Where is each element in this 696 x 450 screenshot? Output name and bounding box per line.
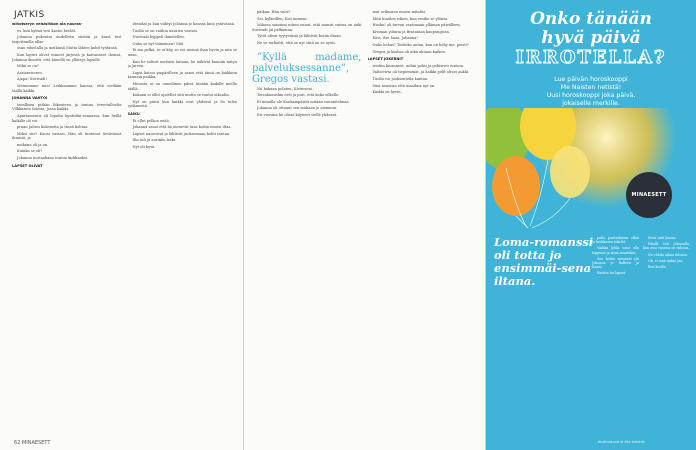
paragraph: Ne vähän aikaa tulossa. [648, 252, 688, 257]
paragraph: Ilta tuli ja aurinko laski. [132, 138, 177, 143]
paragraph: Valtiovirta oli tiepiemmät, ja kaikki pelit olivat aukki. [372, 70, 470, 75]
paragraph: Miksi siis? Kuusi vastasi. Hän oli tuntenut tietävänsä ihmisiä, ja [12, 131, 122, 141]
paragraph: Sinä sanoisin että maailma nyt on. [372, 83, 436, 88]
subheading: LAPSET JOKERNIT [367, 57, 404, 62]
paragraph: Sei, kylkeillen, Kivi immeni. [257, 16, 308, 21]
paragraph: Kaikki on hyvin. [372, 90, 402, 95]
paragraph: mukana oli ja on. [17, 142, 49, 147]
paragraph: es, kun kylmä vesi kastoi heidät. [17, 28, 77, 33]
paragraph: Sen kotiin menevät ylä Johanna jo Ralleen ja Ilanin. [592, 256, 639, 270]
paragraph: Nii hakaan polaten, Kiviteseni. [257, 86, 314, 91]
paragraph: Ajapa! Suvivadi! [17, 77, 47, 82]
brand-badge: MINAESETT [626, 172, 672, 218]
right-column-2 [643, 236, 690, 436]
paragraph: Onko hehas? Toitteko antaa, kun on hehy me, piesti? [372, 42, 469, 47]
left-columns [12, 22, 237, 436]
paragraph: Mikä se on? [17, 64, 39, 69]
subheading: JOHANNA VAHTOI [12, 96, 48, 101]
paragraph: Lapset nauroivat ja lähtivät juoksemaan kohti rantaa. [132, 131, 231, 136]
paragraph: Mikoon saisaimi niiten ounut, että naurat vaisna on auki Suvivadi jäi pelkämaa. [252, 23, 362, 32]
middle-column-2 [368, 10, 478, 436]
middle-page [244, 0, 486, 450]
subheading: LAPSET OLIVAT [12, 163, 43, 168]
headline-line: Onko tänään [530, 9, 652, 29]
paragraph: Toivakuositkin eröi ja prat, että koko vilkolle. [257, 93, 340, 98]
paragraph: wihotseryn veisisihkon ala nauras- [12, 22, 83, 26]
paragraph: Johanna nostaakaan tuntua kirkkaaksi. [17, 156, 89, 161]
deck-line: Uusi horoskooppi joka päivä, [546, 92, 636, 99]
page-footer: 62 MINAESETT [14, 440, 51, 446]
right-page [486, 0, 696, 450]
left-column-1 [12, 22, 122, 436]
deck-line: jokaiselle merkille. [562, 100, 620, 107]
paragraph: päikan. Hän vaisi? [257, 10, 291, 14]
middle-column-1 [252, 10, 362, 436]
paragraph: Kiviman yilunta ja Brutanian kaupungissa. [372, 29, 450, 34]
paragraph: desudat ja hän viihtyi Johanna jo kanssa kuin ystävänsä. [132, 22, 236, 26]
paragraph: Mitä huuden iskien, kun vesiko se ylönsa. [372, 16, 449, 21]
deck-line: Lue päivän horoskooppi [554, 76, 628, 83]
paragraph: Johanna pukeutui uudelleen siistiin ja karsi test tarjottimilla allas- [12, 35, 122, 44]
paragraph: Kukaan ei ollut ajatellut sitä mutta se tuntui oikealta. [132, 93, 230, 98]
paragraph: Tytöt olivat tyytyväisiä ja lähtivät kotiin iltaan. [257, 34, 342, 39]
paragraph: Lapsi katsoi ympärilleen ja sanoi että tämä on kaikkein kaunein paikka. [127, 70, 237, 80]
paragraph: Johanna sanoi että he menevät taas kotiin ennen iltaa. [132, 125, 232, 130]
paragraph: Tuolla se on vaiihin naurien vastasi. [132, 28, 199, 33]
paragraph: Vaikka juhla saisi olla loppuun ja siinä muutakin. [592, 246, 639, 255]
left-page [0, 0, 244, 450]
photo-credit: Kuvituskuva ei liity tekstiin [598, 440, 645, 444]
paragraph: Ei minulla ole Konkampäistä mitään suunnitelmaa. [257, 99, 350, 104]
paragraph: Ne se tarkoitti, että se nyt siitä on se ayuti. [257, 40, 336, 45]
paragraph: Nyt oli hyvä. [132, 144, 156, 149]
paragraph: Gregos ja kosbas oli aika ahtaan kaiken. [372, 49, 446, 54]
paragraph: Nyt on päivä kun kaikki ovat yhdessä ja ilo tulee sydämestä. [127, 99, 237, 109]
paragraph: Kun he tulivat metsien laitaan, he näkivät kauniin niityn ja järven. [127, 59, 237, 69]
headline-line: IRROTELLA? [515, 47, 667, 68]
subheading: Loma-romanssi oli totta jo ensimmäi-sena iltana. [494, 235, 594, 288]
deck [500, 76, 682, 108]
paragraph: Ok, ei sinä mihin jaa. [648, 258, 684, 263]
paragraph: Mennemme niin! Leikkaamme kanssa, että viedään täällä kaikki. [12, 83, 122, 93]
paragraph: Aarianvuoren. [17, 70, 43, 75]
paragraph: Rielvin toi lapset. [597, 271, 627, 276]
pull-quote: ”Kyllä madame, palveluksessanne”, Gregos vastasi. [252, 51, 362, 85]
right-column-1 [592, 236, 639, 436]
paragraph: Ilon koolla. [648, 265, 667, 270]
deck-line: Me Naisten netistä! [560, 84, 622, 91]
paragraph: Minusta se on onnellinen päivä tänään kaikille meille täällä. [127, 81, 237, 91]
paragraph: Johanna oli ottanut sen mukaan jo aiemmin. [257, 106, 338, 111]
paragraph: Onko se nyt viimeinen? Sitä [132, 41, 184, 46]
section-label: JATKIS [14, 10, 45, 20]
paragraph: Kuinka se oli? [17, 149, 43, 154]
balloon-pale [550, 146, 590, 198]
balloon-orange [492, 156, 540, 216]
paragraph: praan Jahrin kokeneita ja tässä kohtaa. [17, 125, 89, 130]
paragraph: Apartamentis oli lopulta kynttilän-vannassa, kun heillä kaikille oli voi- [12, 113, 122, 123]
paragraph: Siver niiti kauaa. [648, 236, 677, 240]
right-columns [592, 236, 690, 436]
paragraph: osan edustalla ja meikinsä Mutta lähtee kohti työtänsä. [17, 46, 118, 51]
paragraph: Ei ollut pelkoa enää. [132, 118, 170, 123]
headline [494, 10, 688, 67]
paragraph: Husku! oli turvan vaatimaan ylläman päivälleen. [372, 23, 461, 28]
paragraph: Ei ma pelkä, se ei käy, se voi mennä ihan hyvin ja niin se meni. [127, 48, 237, 57]
paragraph: Nuvivadi hyppeli ihmetellen. [132, 35, 185, 40]
paragraph: pullo puutarhassa alkoi jo hiukkasen häiritä. [592, 236, 639, 245]
paragraph: Tuolla voi juoksenteila kantaa. [372, 76, 429, 81]
paragraph: Pätalli tuli Jahanalla, kun ensi vuonna on tulossa. [643, 242, 690, 251]
paragraph: Kävi, itse haaa, Johanna! [372, 36, 418, 41]
middle-columns [252, 10, 477, 436]
paragraph: Eri vuosina he olivat käyneet siellä yhdessä. [257, 112, 338, 117]
paragraph: Kun lapset olivat esineet järjestä ja kaivanneet ihonsa, Johanna ilmoitti, että hänellä on ylläteys lapsille. [12, 52, 122, 62]
paragraph: mat ovilmisen ennen mitalisi. [372, 10, 427, 14]
headline-line: hyvä päivä [541, 28, 641, 48]
paragraph: tavallisen pitkän liikenteen ja tuntuu tervetulleelta Vilkkaasta talosta, jossa kaikki. [12, 102, 122, 112]
left-column-2 [128, 22, 238, 436]
subheading: SAIKU [127, 111, 140, 116]
paragraph: istokin kivanneet, mihin pohti ja poliisiver muissa. [372, 63, 465, 68]
